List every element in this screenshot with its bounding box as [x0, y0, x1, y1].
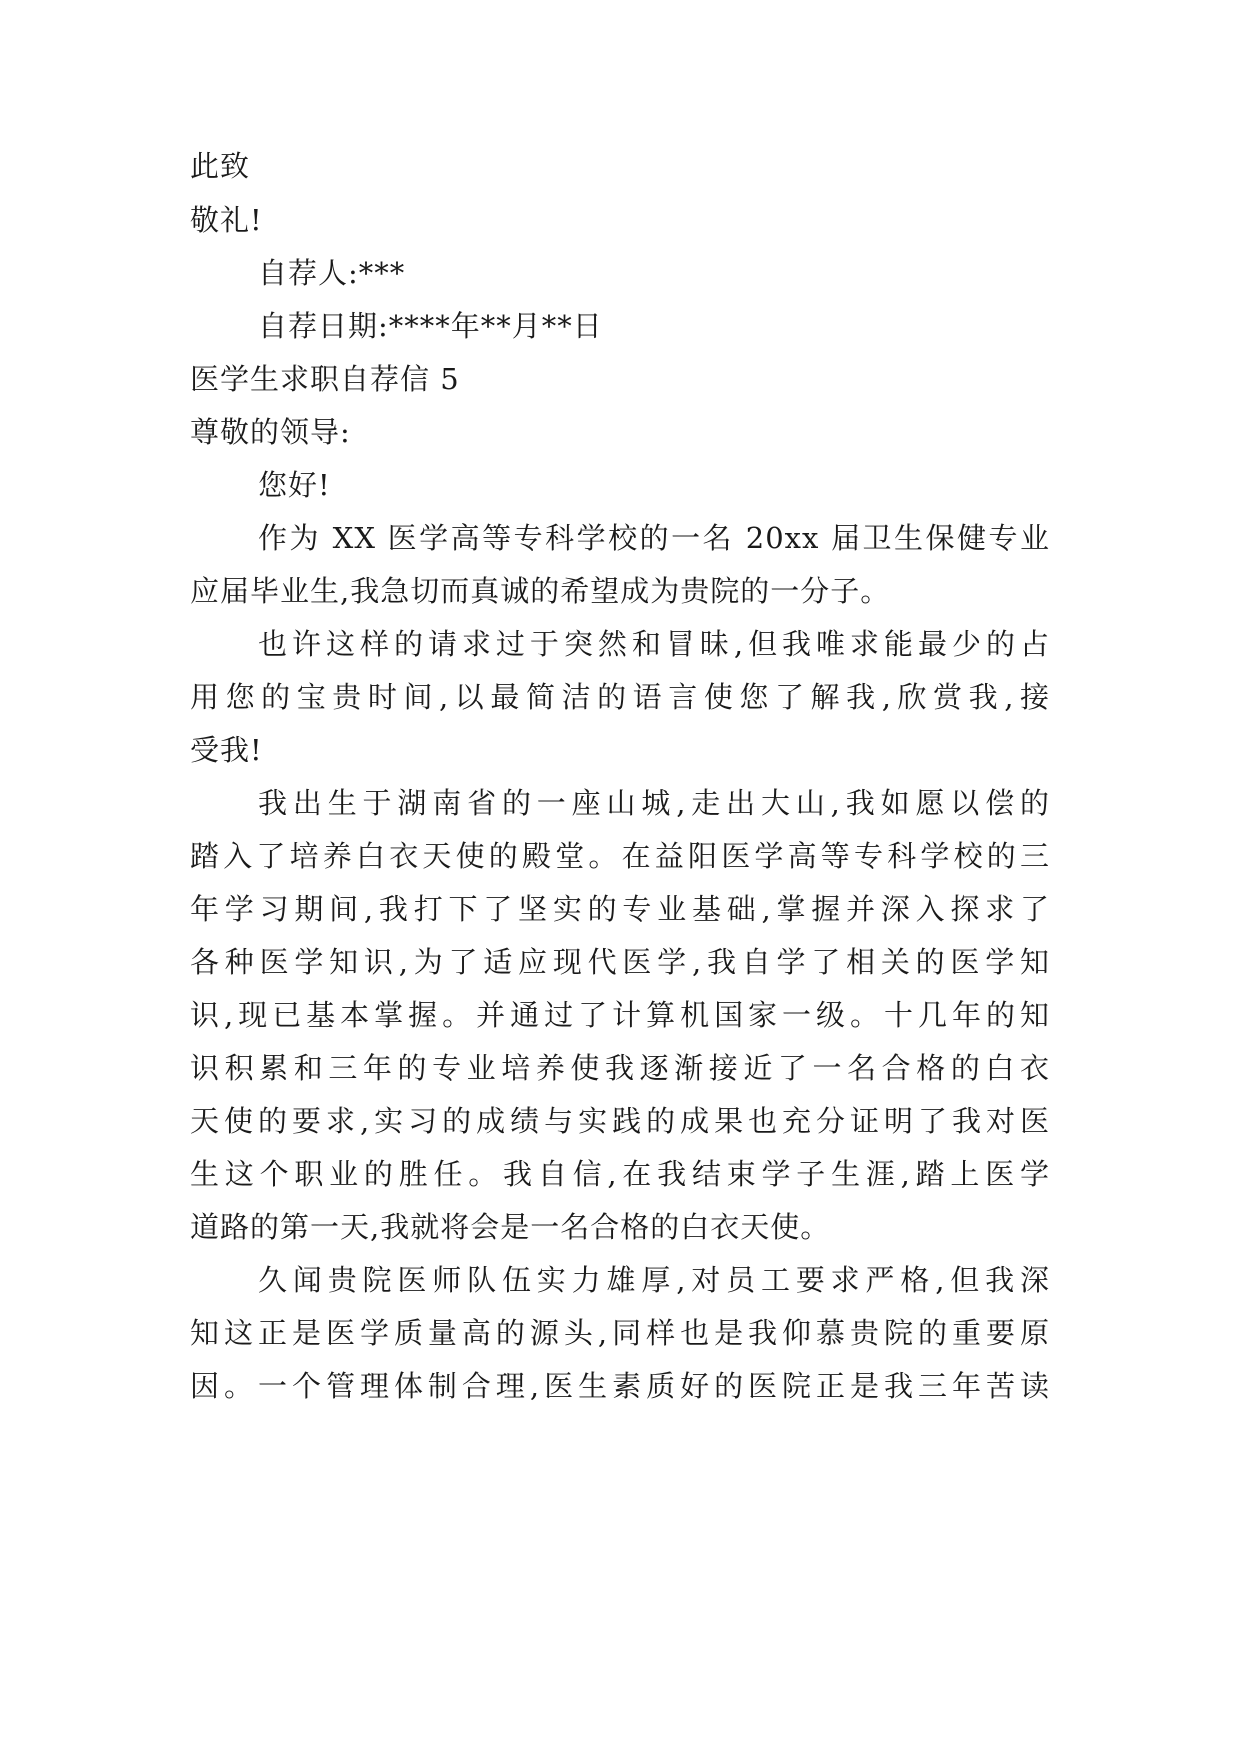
paragraph-3-line-2: 踏入了培养白衣天使的殿堂。在益阳医学高等专科学校的三 [190, 839, 1050, 873]
paragraph-4-line-2: 知这正是医学质量高的源头,同样也是我仰慕贵院的重要原 [190, 1316, 1050, 1350]
paragraph-3-line-1: 我出生于湖南省的一座山城,走出大山,我如愿以偿的 [258, 786, 1050, 820]
paragraph-3-line-6: 识积累和三年的专业培养使我逐渐接近了一名合格的白衣 [190, 1051, 1050, 1085]
greeting: 您好! [258, 468, 331, 502]
signature-name: 自荐人:*** [258, 256, 406, 290]
paragraph-2-line-1: 也许这样的请求过于突然和冒昧,但我唯求能最少的占 [258, 627, 1050, 661]
paragraph-1-line-2: 应届毕业生,我急切而真诚的希望成为贵院的一分子。 [190, 574, 891, 608]
closing-line-2: 敬礼! [190, 203, 263, 237]
letter-title: 医学生求职自荐信 5 [190, 362, 460, 396]
paragraph-3-line-8: 生这个职业的胜任。我自信,在我结束学子生涯,踏上医学 [190, 1157, 1050, 1191]
signature-date: 自荐日期:****年**月**日 [258, 309, 603, 343]
paragraph-1-line-1: 作为 XX 医学高等专科学校的一名 20xx 届卫生保健专业 [258, 521, 1050, 555]
paragraph-3-line-3: 年学习期间,我打下了坚实的专业基础,掌握并深入探求了 [190, 892, 1050, 926]
paragraph-3-line-9: 道路的第一天,我就将会是一名合格的白衣天使。 [190, 1210, 831, 1244]
paragraph-3-line-5: 识,现已基本掌握。并通过了计算机国家一级。十几年的知 [190, 998, 1050, 1032]
paragraph-4-line-3: 因。一个管理体制合理,医生素质好的医院正是我三年苦读 [190, 1369, 1050, 1403]
paragraph-3-line-4: 各种医学知识,为了适应现代医学,我自学了相关的医学知 [190, 945, 1050, 979]
paragraph-3-line-7: 天使的要求,实习的成绩与实践的成果也充分证明了我对医 [190, 1104, 1050, 1138]
salutation: 尊敬的领导: [190, 415, 351, 449]
paragraph-2-line-3: 受我! [190, 733, 263, 767]
paragraph-4-line-1: 久闻贵院医师队伍实力雄厚,对员工要求严格,但我深 [258, 1263, 1050, 1297]
closing-line-1: 此致 [190, 149, 251, 183]
paragraph-2-line-2: 用您的宝贵时间,以最简洁的语言使您了解我,欣赏我,接 [190, 680, 1050, 714]
